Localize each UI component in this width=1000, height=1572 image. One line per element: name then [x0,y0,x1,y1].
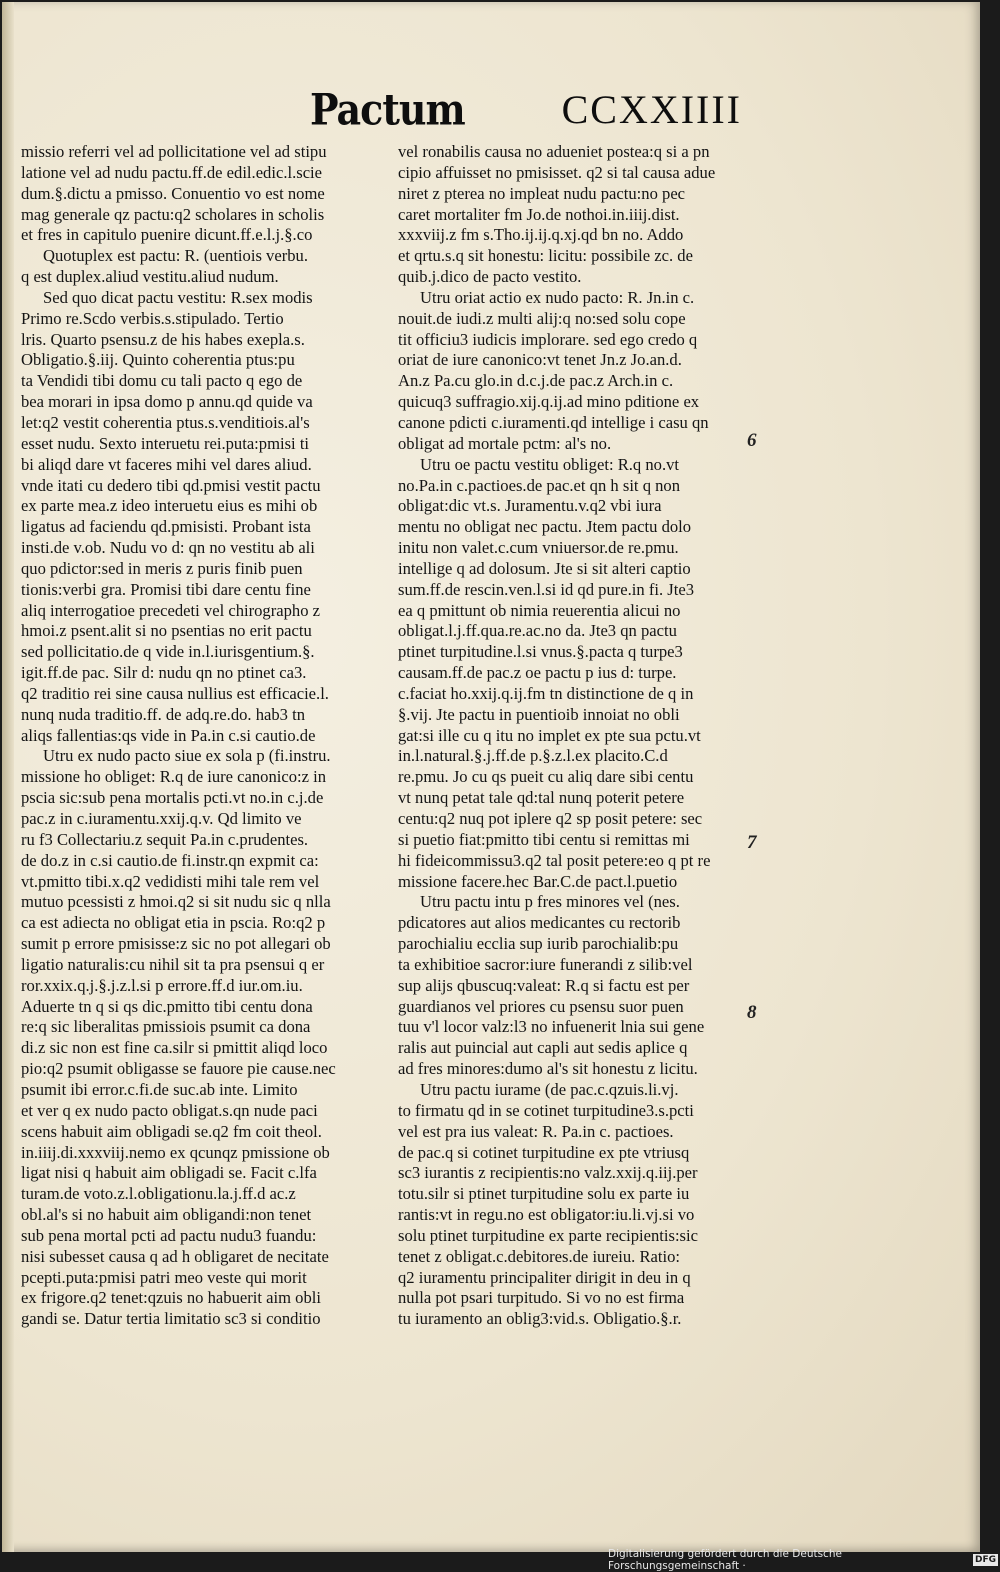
text-line: caret mortaliter fm Jo.de nothoi.in.iiij.dist. [398,204,680,224]
text-line: oriat de iure canonico:vt tenet Jn.z Jo.an.d. [398,350,682,370]
text-line: centu:q2 nuq pot iplere q2 sp posit petere: sec [398,809,703,828]
text-line: si puetio fiat:pmitto tibi centu si remittas mi [398,829,690,849]
text-line: parochialiu ecclia sup iurib parochialib:pu [398,934,679,954]
text-line: re:q sic liberalitas pmissiois psumit ca dona [21,1017,311,1037]
folio-number: CCXXIIII [561,87,742,132]
text-line: re.pmu. Jo cu qs pueit cu aliq dare sibi centu [398,767,694,787]
text-line: insti.de v.ob. Nudu vo d: qn no vestitu ab ali [21,538,315,558]
text-line: vel ronabilis causa no adueniet postea:q si a pn [398,142,710,161]
text-line: dum.§.dictu a pmisso. Conuentio vo est nome [21,183,325,203]
page-spine-shadow [2,2,14,1552]
text-line: ex frigore.q2 tenet:qzuis no habuerit aim obli [21,1288,321,1308]
running-title: Pactum [310,84,465,135]
text-line: to firmatu qd in se cotinet turpitudine3.s.pcti [398,1100,694,1120]
text-line: nouit.de iudi.z multi alij:q no:sed solu cope [398,308,686,328]
text-line: obligat:dic vt.s. Juramentu.v.q2 vbi iura [398,496,662,516]
marginal-numeral: 6 [747,430,757,451]
text-line: bea morari in ipsa domo p annu.qd quide va [21,392,313,412]
text-line: sum.ff.de rescin.ven.l.si id qd pure.in fi. Jte3 [398,579,695,599]
text-line: solu ptinet turpitudine ex parte recipientis:sic [398,1225,698,1245]
text-line: quo pdictor:sed in meris z puris finib puen [21,558,303,578]
text-line: An.z Pa.cu glo.in d.c.j.de pac.z Arch.in c. [398,371,674,391]
text-line: sub pena mortal pcti ad pactu nudu3 fuandu: [21,1225,317,1245]
text-line: latione vel ad nudu pactu.ff.de edil.edic.l.scie [21,162,323,182]
text-line: quicuq3 suffragio.xij.q.ij.ad mino pditione ex [398,392,700,412]
text-line: bi aliqd dare vt faceres mihi vel dares aliud. [21,454,312,474]
text-line: guardianos vel priores cu psensu suor puen [398,996,684,1016]
text-line: intellige q ad dolosum. Jte si sit alteri captio [398,558,691,578]
text-line: Utru pactu intu p fres minores vel (nes. [420,892,680,912]
text-line: psumit ibi error.c.fi.de suc.ab inte. Limito [21,1079,298,1099]
text-line: totu.silr si ptinet turpitudine solu ex parte iu [398,1184,690,1204]
text-line: sumit p errore pmisisse:z sic no pot allegari ob [21,934,331,954]
text-line: pdicatores aut alios medicantes cu rectorib [398,913,681,933]
text-line: Primo re.Scdo verbis.s.stipulado. Tertio [21,308,284,328]
text-line: sed pollicitatio.de q vide in.l.iurisgentium.§. [21,642,315,662]
text-line: et qrtu.s.q sit honestu: licitu: possibile zc. de [398,246,693,266]
text-line: lris. Quarto psensu.z de his habes exepla.s. [21,329,305,349]
text-line: canone pdicti c.iuramenti.qd intellige i casu qn [398,412,709,432]
text-line: sc3 iurantis z recipientis:no valz.xxij.q.iij.per [398,1163,698,1183]
text-line: ligatio naturalis:cu nihil sit ta pra psensui q er [21,954,325,974]
text-line: hmoi.z psent.alit si no psentias no erit pactu [21,621,312,641]
text-line: rantis:vt in regu.no est obligator:iu.li.vj.si vo [398,1205,695,1225]
text-line: mentu no obligat nec pactu. Jtem pactu dolo [398,517,692,537]
text-line: in.iiij.di.xxxviij.nemo ex qcunqz pmissione ob [21,1142,330,1162]
text-line: di.z sic non est fine ca.silr si pmittit aliqd loco [21,1038,328,1058]
marginal-numeral: 7 [747,832,757,853]
text-line: missione facere.hec Bar.C.de pact.l.puetio [398,871,678,891]
text-line: cipio affuisset no pmisisset. q2 si tal causa adue [398,162,716,182]
text-line: Utru pactu iurame (de pac.c.qzuis.li.vj. [420,1079,679,1099]
text-line: obligat.l.j.ff.qua.re.ac.no da. Jte3 qn pactu [398,621,677,641]
text-line: pscia sic:sub pena mortalis pcti.vt no.in c.j.de [21,788,324,808]
text-line: nunq nuda traditio.ff. de adq.re.do. hab3 tn [21,704,306,724]
text-line: aliq interrogatioe precedeti vel chirographo z [21,600,321,620]
text-line: ta Vendidi tibi domu cu tali pacto q ego de [21,371,303,391]
text-line: pac.z in c.iuramentu.xxij.q.v. Qd limito ve [21,809,302,828]
marginal-numeral: 8 [747,1002,757,1023]
text-line: scens habuit aim obligadi se.q2 fm coit theol. [21,1121,322,1141]
text-line: Utru oriat actio ex nudo pacto: R. Jn.in c. [420,287,695,307]
text-line: igit.ff.de pac. Silr d: nudu qn no ptinet ca3. [21,663,307,683]
text-line: et fres in capitulo puenire dicunt.ff.e.l.j.§.co [21,225,313,245]
text-line: ex parte mea.z ideo interuetu eius es mihi ob [21,496,318,516]
text-line: Utru oe pactu vestitu obliget: R.q no.vt [420,454,680,474]
text-line: turam.de voto.z.l.obligationu.la.j.ff.d ac.z [21,1184,296,1204]
text-line: obl.al's si no habuit aim obligandi:non tenet [21,1205,312,1225]
text-line: sup alijs qbuscuq:valeat: R.q si factu est per [398,975,690,995]
text-line: q est duplex.aliud vestitu.aliud nudum. [21,267,279,287]
text-line: mutuo pcessisti z hmoi.q2 si sit nudu sic q nlla [21,892,331,912]
text-line: q2 traditio rei sine causa nullius est efficacie.l. [21,683,329,703]
text-line: missione ho obliget: R.q de iure canonico:z in [21,767,327,787]
text-line: Utru ex nudo pacto siue ex sola p (fi.instru. [43,746,331,766]
book-page [2,2,980,1552]
text-line: pio:q2 psumit obligasse se fauore pie cause.nec [21,1059,336,1079]
text-line: tit officiu3 iudicis implorare. sed ego credo q [398,329,698,349]
text-line: in.l.natural.§.j.ff.de p.§.z.l.ex placito.C.d [398,746,668,766]
text-line: causam.ff.de pac.z oe pactu p ius d: turpe. [398,663,677,683]
text-line: xxxviij.z fm s.Tho.ij.ij.q.xj.qd bn no. Addo [398,225,684,245]
text-line: gat:si ille cu q itu no implet ex pte sua pctu.vt [398,725,701,745]
running-head [310,86,742,133]
text-line: de pac.q si cotinet turpitudine ex pte vtriusq [398,1142,690,1162]
text-line: tuu v'l locor valz:l3 no infuenerit lnia sui gene [398,1017,705,1037]
text-line: tionis:verbi gra. Promisi tibi dare centu fine [21,579,311,599]
text-line: ru f3 Collectariu.z sequit Pa.in c.prudentes. [21,829,309,849]
text-line: ptinet turpitudine.l.si vnus.§.pacta q turpe3 [398,642,683,662]
text-line: Quotuplex est pactu: R. (uentiois verbu. [43,246,308,266]
text-line: tu iuramento an oblig3:vid.s. Obligatio.§.r. [398,1309,682,1329]
text-line: ralis aut puincial aut capli aut sedis aplice q [398,1038,688,1058]
text-line: ta exhibitioe sacror:iure funerandi z silib:vel [398,954,693,974]
left-text-column [21,142,377,1330]
text-line: vt nunq petat tale qd:tal nunq poterit petere [398,788,685,808]
text-line: nulla pot psari turpitudo. Si vo no est firma [398,1288,685,1308]
text-line: §.vij. Jte pactu in puentioib innoiat no obli [398,704,680,724]
text-line: quib.j.dico de pacto vestito. [398,267,582,287]
credit-text: Digitalisierung gefördert durch die Deutsche Forschungsgemeinschaft · [608,1548,842,1572]
text-line: ligat nisi q habuit aim obligadi se. Facit c.lfa [21,1163,317,1183]
text-line: q2 iuramentu principaliter dirigit in deu in q [398,1267,691,1287]
text-line: let:q2 vestit coherentia ptus.s.venditiois.al's [21,412,310,432]
text-line: et ver q ex nudo pacto obligat.s.qn nude paci [21,1100,318,1120]
digitization-credit [608,1548,998,1572]
right-text-column [398,142,743,1330]
text-line: vnde itati cu dedero tibi qd.pmisi vestit pactu [21,475,321,495]
text-line: ca est adiecta no obligat etia in pscia. Ro:q2 p [21,913,326,933]
text-line: tenet z obligat.c.debitores.de iureiu. Ratio: [398,1246,681,1266]
text-line: missio referri vel ad pollicitatione vel ad stipu [21,142,327,161]
text-line: initu non valet.c.cum vniuersor.de re.pmu. [398,538,679,558]
text-line: ea q pmittunt ob nimia reuerentia alicui no [398,600,681,620]
text-line: gandi se. Datur tertia limitatio sc3 si conditio [21,1309,321,1329]
dfg-logo: DFG [974,1555,996,1565]
text-line: ad fres minores:dumo al's sit honestu z licitu. [398,1059,698,1079]
text-line: vel est pra ius valeat: R. Pa.in c. pactioes. [398,1121,674,1141]
text-line: aliqs fallentias:qs vide in Pa.in c.si cautio.de [21,725,316,745]
text-line: Obligatio.§.iij. Quinto coherentia ptus:pu [21,350,295,370]
text-line: no.Pa.in c.pactioes.de pac.et qn h sit q non [398,475,681,495]
text-line: ligatus ad faciendu qd.pmisisti. Probant ista [21,517,311,537]
text-line: mag generale qz pactu:q2 scholares in scholis [21,204,325,224]
text-line: Aduerte tn q si qs dic.pmitto tibi centu dona [21,996,313,1016]
text-line: pcepti.puta:pmisi patri meo veste qui morit [21,1267,307,1287]
text-line: niret z pterea no impleat nudu pactu:no pec [398,183,686,203]
text-line: Sed quo dicat pactu vestitu: R.sex modis [43,287,313,307]
text-line: esset nudu. Sexto interuetu rei.puta:pmisi ti [21,433,310,453]
text-line: hi fideicommissu3.q2 tal posit petere:eo q pt re [398,850,711,870]
text-line: c.faciat ho.xxij.q.ij.fm tn distinctione de q in [398,683,694,703]
text-line: obligat ad mortale pctm: al's no. [398,433,612,453]
text-line: de do.z in c.si cautio.de fi.instr.qn expmit ca: [21,850,319,870]
text-line: ror.xxix.q.j.§.j.z.l.si p errore.ff.d iur.om.iu. [21,975,303,995]
text-line: vt.pmitto tibi.x.q2 vedidisti mihi tale rem vel [21,871,320,891]
text-line: nisi subesset causa q ad h obligaret de necitate [21,1246,329,1266]
